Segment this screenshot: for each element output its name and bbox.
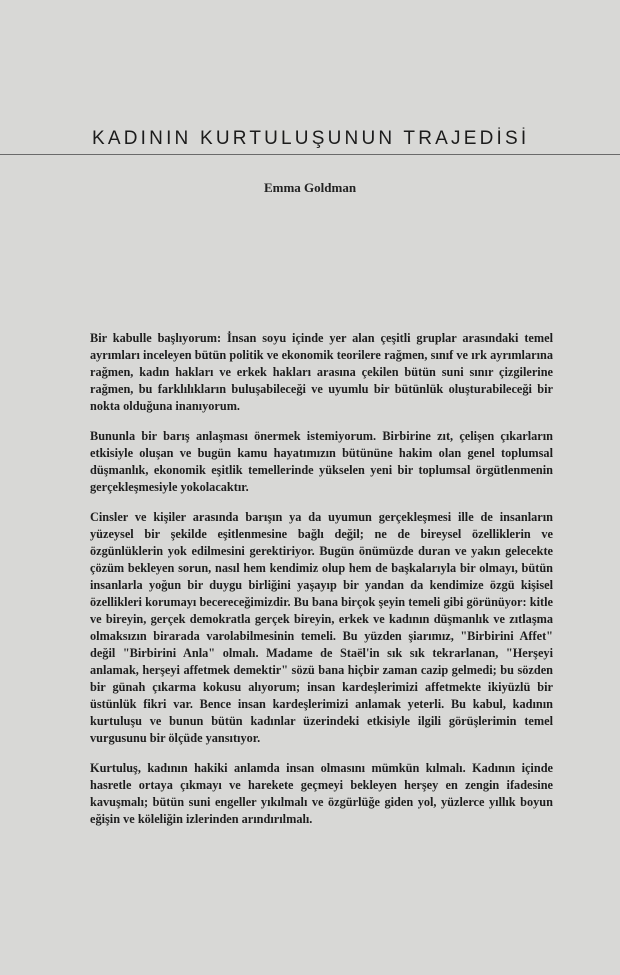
title-rule [0,154,620,155]
paragraph: Kurtuluş, kadının hakiki anlamda insan olmasını mümkün kılmalı. Kadının içinde hasretle ortaya çıkmayı ve harekete geçmeyi bekleyen herşey en zengin ifadesine kavuşmalı; bütün suni engeller yıkılmalı ve özgürlüğe giden yol, yüzlerce yıllık boyun eğişin ve köleliğin izlerinden arındırılmalı. [90,761,553,826]
paragraph: Bir kabulle başlıyorum: İnsan soyu içinde yer alan çeşitli gruplar arasındaki temel ayrımları inceleyen bütün politik ve ekonomik teorilere rağmen, sınıf ve ırk ayrımlarına rağmen, kadın hakları ve erkek hakları arasına çekilen bütün suni sınır çizgilerine rağmen, bu farklılıkların buluşabileceği ve uyumlu bir bütünlük oluşturabileceği bir nokta olduğuna inanıyorum. [90,331,553,413]
chapter-title: KADININ KURTULUŞUNUN TRAJEDİSİ [92,128,530,149]
paragraph: Bununla bir barış anlaşması önermek istemiyorum. Birbirine zıt, çelişen çıkarların etkisiyle oluşan ve bugün kamu hayatımızın bütününe hakim olan genel toplumsal düşmanlık, ekonomik eşitlik temellerinde yükselen yeni bir toplumsal örgütlenmenin gerçekleşmesiyle yokolacaktır. [90,429,553,494]
paragraph: Cinsler ve kişiler arasında barışın ya da uyumun gerçekleşmesi ille de insanların yüzeysel bir şekilde eşitlenmesine bağlı değil; ne de bireysel özelliklerin ve özgünlüklerin yok edilmesini gerektiriyor. Bugün önümüzde duran ve yakın gelecekte çözüm bekleyen sorun, nasıl hem kendimiz olup hem de başkalarıyla bir olmayı, bütün insanlarla yoğun bir duygu birliğini yaşayıp bir yandan da kendimize özgü kişisel özellikleri korumayı becereceğimizdir. Bu bana birçok şeyin temeli gibi görünüyor: kitle ve bireyin, gerçek demokratla gerçek bireyin, erkek ve kadının düşmanlık ve zıtlaşma olmaksızın birarada varolabilmesinin temeli. Bu yüzden şiarımız, "Birbirini Affet" değil "Birbirini Anla" olmalı. Madame de Staël'in sık sık tekrarlanan, "Herşeyi anlamak, herşeyi affetmek demektir" sözü bana hiçbir zaman cazip gelmedi; bu sözden bir günah çıkarma kokusu alıyorum; insan kardeşlerimizi affetmekte ikiyüzlü bir üstünlük fikri var. Bence insan kardeşlerimizi anlamak yeterli. Bu kabul, kadının kurtuluşu ve bunun bütün kadınlar üzerindeki etkisiyle ilgili görüşlerimin temel vurgusunu bir ölçüde yansıtıyor. [90,510,553,745]
author-name: Emma Goldman [263,180,357,195]
body-text [90,330,553,841]
